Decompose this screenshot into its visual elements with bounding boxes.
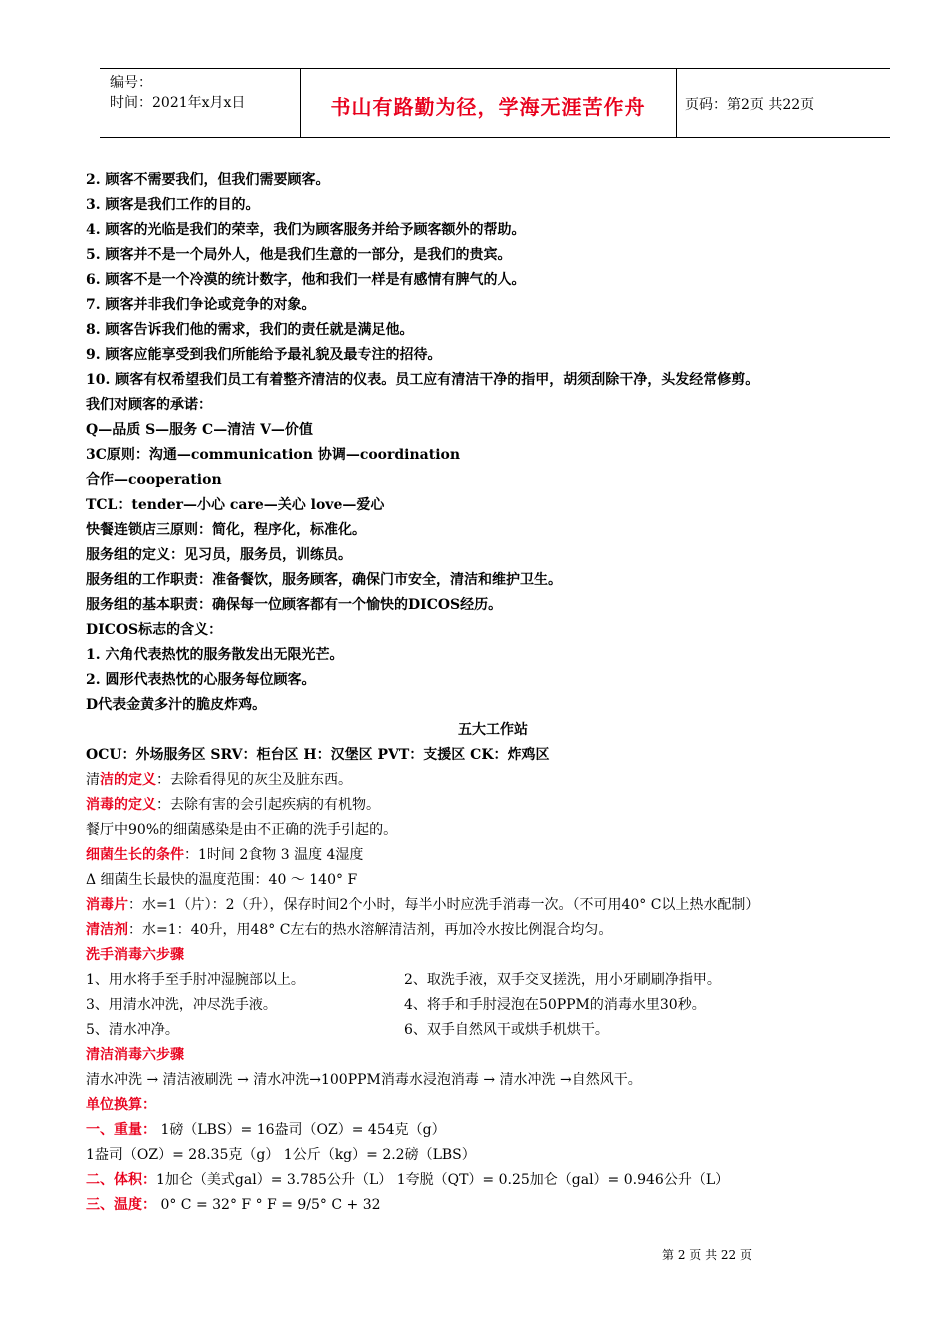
unit-weight xyxy=(86,1118,910,1143)
list-item: 4. 顾客的光临是我们的荣幸，我们为顾客服务并给予顾客额外的帮助。 xyxy=(86,222,526,238)
weight-label: 一、重量： xyxy=(86,1122,156,1138)
disinfect-def-text: ：去除有害的会引起疾病的有机物。 xyxy=(156,797,380,813)
list-item: 2. 顾客不需要我们，但我们需要顾客。 xyxy=(86,172,330,188)
header-motto: 书山有路勤为径，学海无涯苦作舟 xyxy=(330,95,646,119)
disinfect-tablet-label: 消毒片 xyxy=(86,897,128,913)
clean-def-text: ：去除看得见的灰尘及脏东西。 xyxy=(156,772,352,788)
handwash-row xyxy=(86,1018,910,1043)
volume-text: 1加仑（美式gal）= 3.785公升（L） 1夸脱（QT）= 0.25加仑（gal）= 0.946公升（L） xyxy=(156,1172,730,1188)
clean-steps: 清水冲洗 → 清洁液刷洗 → 清水冲洗→100PPM消毒水浸泡消毒 → 清水冲洗 →自然风干。 xyxy=(86,1072,642,1088)
list-item: 6. 顾客不是一个冷漠的统计数字，他和我们一样是有感情有脾气的人。 xyxy=(86,272,526,288)
d-meaning: D代表金黄多汁的脆皮炸鸡。 xyxy=(86,697,267,713)
cleaner-ratio xyxy=(86,918,910,943)
service-group-basic: 服务组的基本职责：确保每一位顾客都有一个愉快的DICOS经历。 xyxy=(86,597,503,613)
stations-text: OCU：外场服务区 SRV：柜台区 H：汉堡区 PVT：支援区 CK：炸鸡区 xyxy=(86,747,550,763)
temperature-label: 三、温度： xyxy=(86,1197,156,1213)
list-item: 10. 顾客有权希望我们员工有着整齐清洁的仪表。员工应有清洁干净的指甲，胡须刮除干净，头发经常修剪。 xyxy=(86,372,760,388)
document-body xyxy=(86,168,910,1218)
page-header xyxy=(100,68,890,138)
bacteria-note: 餐厅中90%的细菌感染是由不正确的洗手引起的。 xyxy=(86,822,398,838)
disinfect-tablet xyxy=(86,893,910,918)
handwash-step: 3、用清水冲洗，冲尽洗手液。 xyxy=(86,997,277,1013)
cooperation-line: 合作—cooperation xyxy=(86,472,222,488)
disinfect-definition xyxy=(86,793,910,818)
handwash-title: 洗手消毒六步骤 xyxy=(86,947,184,963)
cleaner-label: 清洁剂 xyxy=(86,922,128,938)
logo-title: DICOS标志的含义： xyxy=(86,622,223,638)
service-group-duties: 服务组的工作职责：准备餐饮，服务顾客，确保门市安全，清洁和维护卫生。 xyxy=(86,572,562,588)
unit-title: 单位换算： xyxy=(86,1097,156,1113)
bacteria-growth-text: ：1时间 2食物 3 温度 4湿度 xyxy=(184,847,364,863)
weight-text: 1磅（LBS）= 16盎司（OZ）= 454克（g） xyxy=(156,1122,446,1138)
header-meta xyxy=(110,73,245,113)
header-divider xyxy=(300,69,301,137)
page-footer: 第 2 页 共 22 页 xyxy=(662,1248,752,1262)
commitment-title: 我们对顾客的承诺： xyxy=(86,397,212,413)
list-item: 8. 顾客告诉我们他的需求，我们的责任就是满足他。 xyxy=(86,322,414,338)
temperature-text: 0° C = 32° F ° F = 9/5° C + 32 xyxy=(156,1197,381,1213)
clean-def-label: 洁的定义 xyxy=(100,772,156,788)
header-number-label: 编号： xyxy=(110,75,152,91)
cleaner-text: ：水=1：40升，用48° C左右的热水溶解清洁剂，再加冷水按比例混合均匀。 xyxy=(128,922,613,938)
handwash-row xyxy=(86,968,910,993)
temperature-range: Δ 细菌生长最快的温度范围：40 ～ 140° F xyxy=(86,872,358,888)
disinfect-tablet-text: ：水=1（片）：2（升），保存时间2个小时，每半小时应洗手消毒一次。（不可用40° C以上热水配制） xyxy=(128,897,760,913)
header-divider xyxy=(676,69,677,137)
header-time: 时间：2021年x月x日 xyxy=(110,95,246,111)
bacteria-growth-label: 细菌生长的条件 xyxy=(86,847,184,863)
unit-temperature xyxy=(86,1193,910,1218)
service-group-definition: 服务组的定义：见习员，服务员，训练员。 xyxy=(86,547,352,563)
handwash-row xyxy=(86,993,910,1018)
list-item: 3. 顾客是我们工作的目的。 xyxy=(86,197,260,213)
header-page-info: 页码：第2页 共22页 xyxy=(685,97,815,113)
three-principles: 快餐连锁店三原则：简化，程序化，标准化。 xyxy=(86,522,366,538)
logo-item: 2. 圆形代表热忱的心服务每位顾客。 xyxy=(86,672,316,688)
handwash-step: 1、用水将手至手肘冲湿腕部以上。 xyxy=(86,972,305,988)
clean-definition xyxy=(86,768,910,793)
bacteria-growth xyxy=(86,843,910,868)
clean-def-prefix: 清 xyxy=(86,772,100,788)
stations-title: 五大工作站 xyxy=(458,722,528,738)
unit-weight-2: 1盎司（OZ）= 28.35克（g） 1公斤（kg）= 2.2磅（LBS） xyxy=(86,1147,476,1163)
qscv-line: Q—品质 S—服务 C—清洁 V—价值 xyxy=(86,422,313,438)
list-item: 9. 顾客应能享受到我们所能给予最礼貌及最专注的招待。 xyxy=(86,347,442,363)
handwash-step: 2、取洗手液，双手交叉搓洗，用小牙刷刷净指甲。 xyxy=(404,972,721,988)
list-item: 5. 顾客并不是一个局外人，他是我们生意的一部分，是我们的贵宾。 xyxy=(86,247,512,263)
stations-line xyxy=(86,743,910,768)
tcl-line: TCL：tender—小心 care—关心 love—爱心 xyxy=(86,497,385,513)
logo-item: 1. 六角代表热忱的服务散发出无限光芒。 xyxy=(86,647,344,663)
handwash-step: 5、清水冲净。 xyxy=(86,1022,179,1038)
volume-label: 二、体积： xyxy=(86,1172,156,1188)
handwash-step: 4、将手和手肘浸泡在50PPM的消毒水里30秒。 xyxy=(404,997,706,1013)
unit-volume xyxy=(86,1168,910,1193)
list-item: 7. 顾客并非我们争论或竞争的对象。 xyxy=(86,297,316,313)
clean-steps-title: 清洁消毒六步骤 xyxy=(86,1047,184,1063)
disinfect-def-label: 消毒的定义 xyxy=(86,797,156,813)
principle-3c: 3C原则：沟通—communication 协调—coordination xyxy=(86,447,461,463)
handwash-step: 6、双手自然风干或烘手机烘干。 xyxy=(404,1022,609,1038)
